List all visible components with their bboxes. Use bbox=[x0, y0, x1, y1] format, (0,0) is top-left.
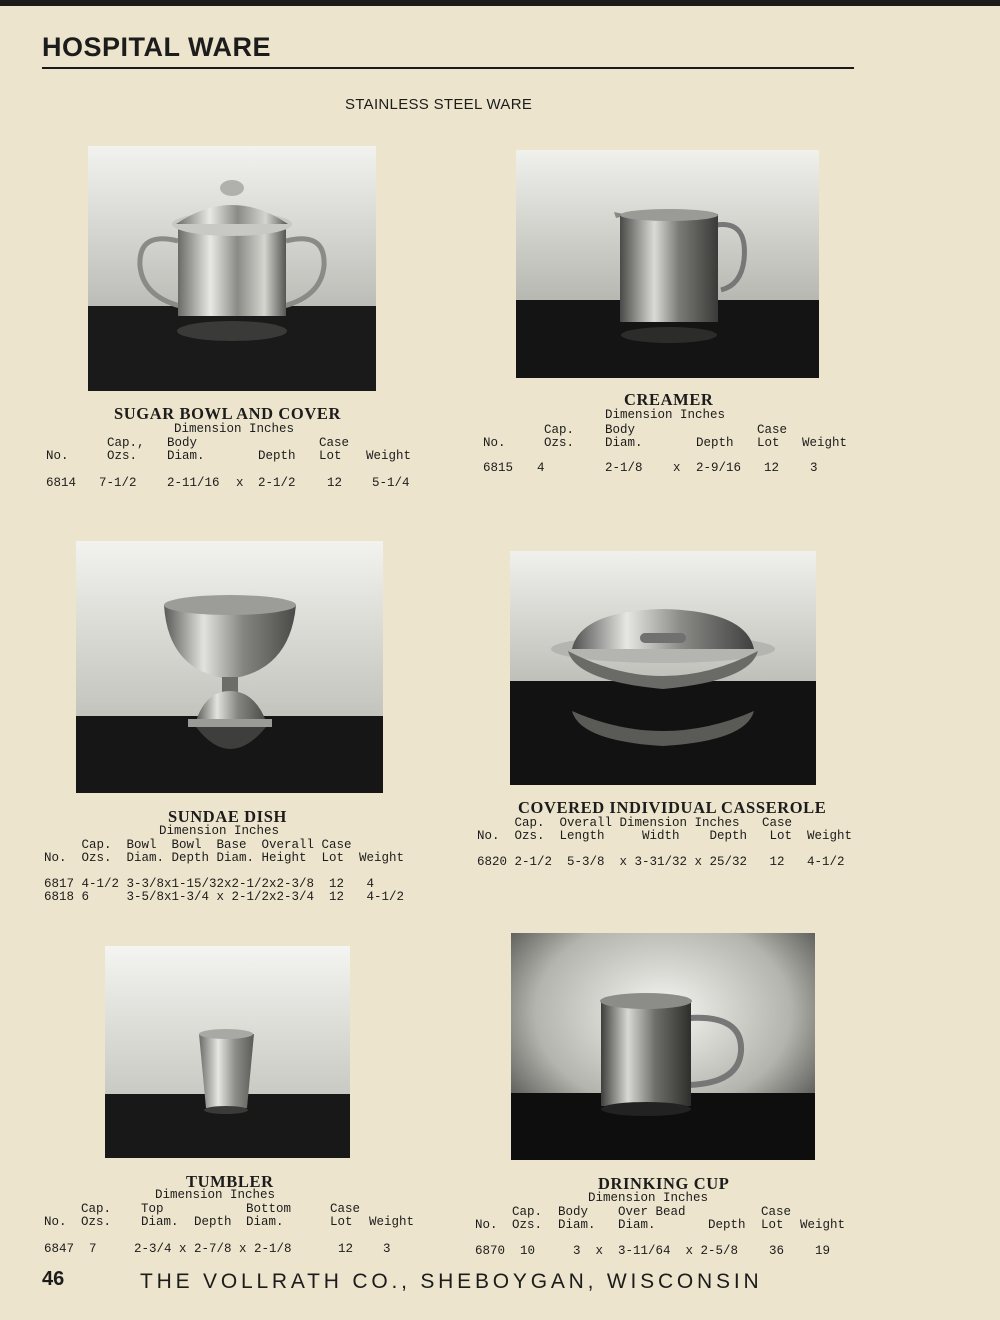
sundae-header-2: No. Ozs. Diam. Depth Diam. Height Lot Weight bbox=[44, 851, 405, 865]
product-name-sundae: SUNDAE DISH bbox=[168, 807, 287, 826]
product-name-tumbler: TUMBLER bbox=[186, 1172, 274, 1191]
sundae-dim-heading: Dimension Inches bbox=[159, 824, 280, 838]
sugar-col-no: No. bbox=[46, 449, 69, 463]
tumbler-row-dims: 2-3/4 x 2-7/8 x 2-1/8 bbox=[134, 1242, 292, 1256]
cup-col-case: Case Lot bbox=[761, 1205, 792, 1232]
casserole-header-2: No. Ozs. Length Width Depth Lot Weight bbox=[477, 829, 853, 843]
tumbler-row-cap: 7 bbox=[89, 1242, 97, 1256]
creamer-col-case: Case Lot bbox=[757, 423, 788, 450]
sugar-row-x: x bbox=[236, 476, 244, 490]
cup-row-no: 6870 bbox=[475, 1244, 506, 1258]
sugar-row-body: 2-11/16 bbox=[167, 476, 220, 490]
sugar-dim-heading: Dimension Inches bbox=[174, 422, 295, 436]
creamer-col-depth: Depth bbox=[696, 436, 734, 450]
creamer-col-weight: Weight bbox=[802, 436, 848, 450]
tumbler-col-top: Top Diam. bbox=[141, 1202, 179, 1229]
section-title: STAINLESS STEEL WARE bbox=[345, 96, 533, 113]
sugar-col-weight: Weight bbox=[366, 449, 412, 463]
creamer-dim-heading: Dimension Inches bbox=[605, 408, 726, 422]
cup-row-case: 36 bbox=[769, 1244, 785, 1258]
sundae-header-1: Cap. Bowl Bowl Base Overall Case bbox=[44, 838, 352, 852]
creamer-row-cap: 4 bbox=[537, 461, 545, 475]
tumbler-col-no: No. bbox=[44, 1215, 67, 1229]
cup-row-cap: 10 bbox=[520, 1244, 536, 1258]
tumbler-col-bottom: Bottom Diam. bbox=[246, 1202, 292, 1229]
creamer-row-no: 6815 bbox=[483, 461, 514, 475]
sugar-col-body: Body Diam. bbox=[167, 436, 205, 463]
sugar-col-cap: Cap., Ozs. bbox=[107, 436, 145, 463]
cup-col-cap: Cap. Ozs. bbox=[512, 1205, 543, 1232]
tumbler-col-depth: Depth bbox=[194, 1215, 232, 1229]
drinking-cup-photo bbox=[511, 933, 815, 1160]
creamer-col-no: No. bbox=[483, 436, 506, 450]
creamer-photo bbox=[516, 150, 819, 378]
cup-dim-heading: Dimension Inches bbox=[588, 1191, 709, 1205]
cup-row-weight: 19 bbox=[815, 1244, 831, 1258]
creamer-row-x: x bbox=[673, 461, 681, 475]
sugar-row-weight: 5-1/4 bbox=[372, 476, 410, 490]
creamer-row-body: 2-1/8 bbox=[605, 461, 643, 475]
header-rule bbox=[42, 67, 854, 69]
sugar-col-depth: Depth bbox=[258, 449, 296, 463]
page-number: 46 bbox=[42, 1268, 65, 1290]
tumbler-col-weight: Weight bbox=[369, 1215, 415, 1229]
tumbler-row-no: 6847 bbox=[44, 1242, 75, 1256]
page-title: HOSPITAL WARE bbox=[42, 32, 272, 62]
cup-col-no: No. bbox=[475, 1218, 498, 1232]
sundae-row-6818: 6818 6 3-5/8x1-3/4 x 2-1/2x2-3/4 12 4-1/2 bbox=[44, 890, 405, 904]
creamer-row-depth: 2-9/16 bbox=[696, 461, 742, 475]
tumbler-row-weight: 3 bbox=[383, 1242, 391, 1256]
cup-col-body: Body Diam. bbox=[558, 1205, 596, 1232]
sugar-row-cap: 7-1/2 bbox=[99, 476, 137, 490]
casserole-photo bbox=[510, 551, 816, 785]
product-name-casserole: COVERED INDIVIDUAL CASSEROLE bbox=[518, 798, 827, 817]
cup-col-depth: Depth bbox=[708, 1218, 746, 1232]
tumbler-photo bbox=[105, 946, 350, 1158]
product-name-creamer: CREAMER bbox=[624, 390, 714, 409]
tumbler-col-case: Case Lot bbox=[330, 1202, 361, 1229]
sugar-col-case: Case Lot bbox=[319, 436, 350, 463]
creamer-row-weight: 3 bbox=[810, 461, 818, 475]
sugar-row-case: 12 bbox=[327, 476, 343, 490]
tumbler-col-cap: Cap. Ozs. bbox=[81, 1202, 112, 1229]
product-name-cup: DRINKING CUP bbox=[598, 1174, 730, 1193]
casserole-header-1: Cap. Overall Dimension Inches Case bbox=[477, 816, 793, 830]
tumbler-row-case: 12 bbox=[338, 1242, 354, 1256]
casserole-row-6820: 6820 2-1/2 5-3/8 x 3-31/32 x 25/32 12 4-1/2 bbox=[477, 855, 845, 869]
creamer-row-case: 12 bbox=[764, 461, 780, 475]
sundae-dish-photo bbox=[76, 541, 383, 793]
cup-col-weight: Weight bbox=[800, 1218, 846, 1232]
creamer-col-cap: Cap. Ozs. bbox=[544, 423, 575, 450]
cup-col-bead: Over Bead Diam. bbox=[618, 1205, 686, 1232]
tumbler-dim-heading: Dimension Inches bbox=[155, 1188, 276, 1202]
sugar-row-depth: 2-1/2 bbox=[258, 476, 296, 490]
sundae-row-6817: 6817 4-1/2 3-3/8x1-15/32x2-1/2x2-3/8 12 4 bbox=[44, 877, 375, 891]
sugar-row-no: 6814 bbox=[46, 476, 77, 490]
product-name-sugar: SUGAR BOWL AND COVER bbox=[114, 404, 341, 423]
top-border bbox=[0, 0, 1000, 6]
footer-company: THE VOLLRATH CO., SHEBOYGAN, WISCONSIN bbox=[140, 1270, 763, 1293]
creamer-col-body: Body Diam. bbox=[605, 423, 643, 450]
sugar-bowl-photo bbox=[88, 146, 376, 391]
cup-row-dims: 3 x 3-11/64 x 2-5/8 bbox=[573, 1244, 739, 1258]
